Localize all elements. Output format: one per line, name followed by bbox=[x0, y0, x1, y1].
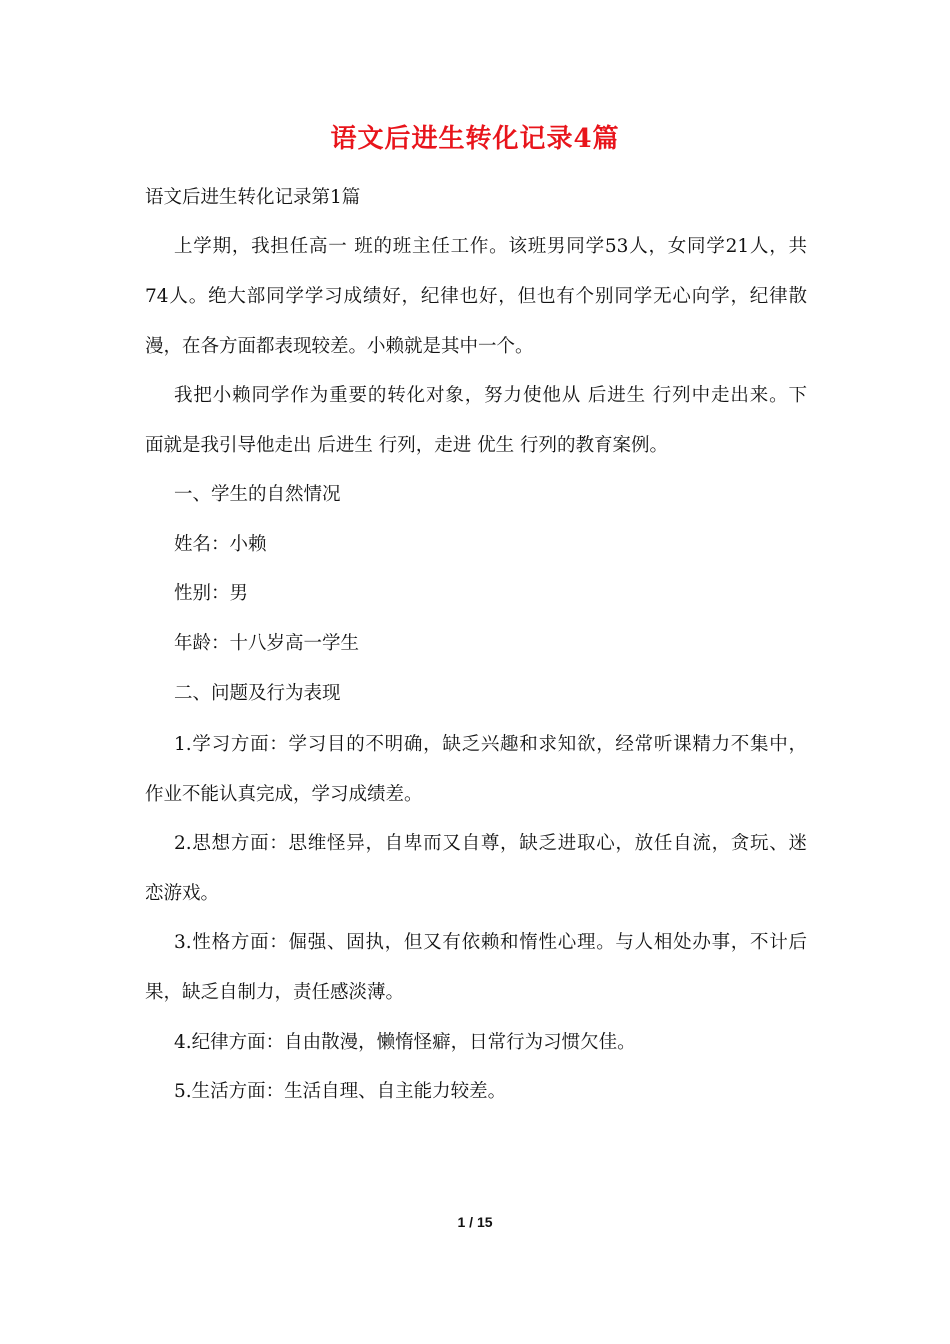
page-indicator: 1 / 15 bbox=[457, 1214, 493, 1230]
paragraph-line: 我把小赖同学作为重要的转化对象，努力使他从 后进生 行列中走出来。下 bbox=[174, 385, 807, 406]
list-item-line: 恋游戏。 bbox=[145, 883, 220, 904]
list-item-line: 4.纪律方面：自由散漫，懒惰怪癖，日常行为习惯欠佳。 bbox=[174, 1032, 636, 1053]
document-title: 语文后进生转化记录4篇 bbox=[330, 124, 620, 154]
info-gender: 性别：男 bbox=[174, 583, 249, 604]
section-heading: 语文后进生转化记录第1篇 bbox=[145, 187, 361, 208]
paragraph-line: 漫，在各方面都表现较差。小赖就是其中一个。 bbox=[145, 336, 534, 357]
paragraph-line: 上学期，我担任高一 班的班主任工作。该班男同学53人，女同学21人，共 bbox=[174, 236, 807, 257]
paragraph-line: 74人。绝大部同学学习成绩好，纪律也好，但也有个别同学无心向学，纪律散 bbox=[145, 286, 807, 307]
paragraph-line: 面就是我引导他走出 后进生 行列，走进 优生 行列的教育案例。 bbox=[145, 435, 669, 456]
list-item-line: 1.学习方面：学习目的不明确，缺乏兴趣和求知欲，经常听课精力不集中， bbox=[174, 734, 807, 755]
subheading: 一、学生的自然情况 bbox=[174, 484, 341, 505]
list-item-line: 3.性格方面：倔强、固执，但又有依赖和惰性心理。与人相处办事，不计后 bbox=[174, 932, 807, 953]
list-item-line: 作业不能认真完成，学习成绩差。 bbox=[145, 784, 423, 805]
list-item-line: 2.思想方面：思维怪异，自卑而又自尊，缺乏进取心，放任自流，贪玩、迷 bbox=[174, 833, 807, 854]
list-item-line: 果，缺乏自制力，责任感淡薄。 bbox=[145, 982, 405, 1003]
info-age: 年龄：十八岁高一学生 bbox=[174, 633, 360, 654]
list-item-line: 5.生活方面：生活自理、自主能力较差。 bbox=[174, 1081, 507, 1102]
info-name: 姓名：小赖 bbox=[174, 534, 267, 555]
subheading: 二、问题及行为表现 bbox=[174, 683, 341, 704]
